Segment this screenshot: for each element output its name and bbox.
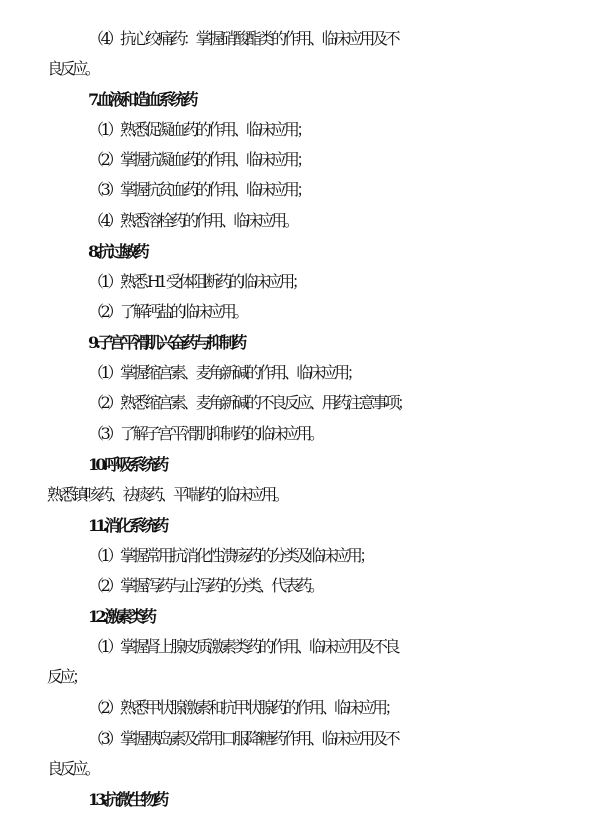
list-item-continuation: 反应； (47, 667, 85, 686)
section-heading: 10.呼吸系统药 (88, 455, 166, 474)
paragraph: 熟悉镇咳药、祛痰药、平喘药的临床应用。 (47, 485, 287, 504)
list-item: （1）熟悉 H1 受体阻断药的临床应用； (88, 272, 305, 291)
list-item: （4）抗心绞痛药：掌握硝酸酯类的作用、临床应用及不 (88, 29, 398, 48)
list-item: （3）掌握胰岛素及常用口服降糖药作用、临床应用及不 (88, 729, 398, 748)
section-heading: 13.抗微生物药 (88, 790, 166, 809)
list-item-continuation: 良反应。 (47, 59, 98, 78)
list-item: （3）了解子宫平滑肌抑制药的临床应用。 (88, 424, 322, 443)
section-heading: 12.激素类药 (88, 607, 154, 626)
section-heading: 9.子宫平滑肌兴奋药与抑制药 (88, 333, 244, 352)
list-item: （3）掌握抗贫血药的作用、临床应用； (88, 180, 309, 199)
list-item: （1）掌握常用抗消化性溃疡药的分类及临床应用； (88, 546, 372, 565)
list-item: （2）掌握泻药与止泻药的分类、代表药。 (88, 576, 322, 595)
section-heading: 8.抗过敏药 (88, 242, 146, 261)
list-item: （1）熟悉促凝血药的作用、临床应用； (88, 120, 309, 139)
section-heading: 7.血液和造血系统药 (88, 90, 195, 109)
list-item: （2）了解钙盐的临床应用。 (88, 302, 246, 321)
list-item-continuation: 良反应。 (47, 759, 98, 778)
list-item: （4）熟悉溶栓药的作用、临床应用。 (88, 211, 297, 230)
list-item: （2）熟悉甲状腺激素和抗甲状腺药的作用、临床应用； (88, 698, 398, 717)
list-item: （2）熟悉缩宫素、麦角新碱的不良反应、用药注意事项； (88, 393, 410, 412)
list-item: （2）掌握抗凝血药的作用、临床应用； (88, 150, 309, 169)
section-heading: 11.消化系统药 (88, 516, 166, 535)
list-item: （1）掌握肾上腺皮质激素类药的作用、临床应用及不良 (88, 637, 398, 656)
list-item: （1）掌握缩宫素、麦角新碱的作用、临床应用； (88, 363, 360, 382)
